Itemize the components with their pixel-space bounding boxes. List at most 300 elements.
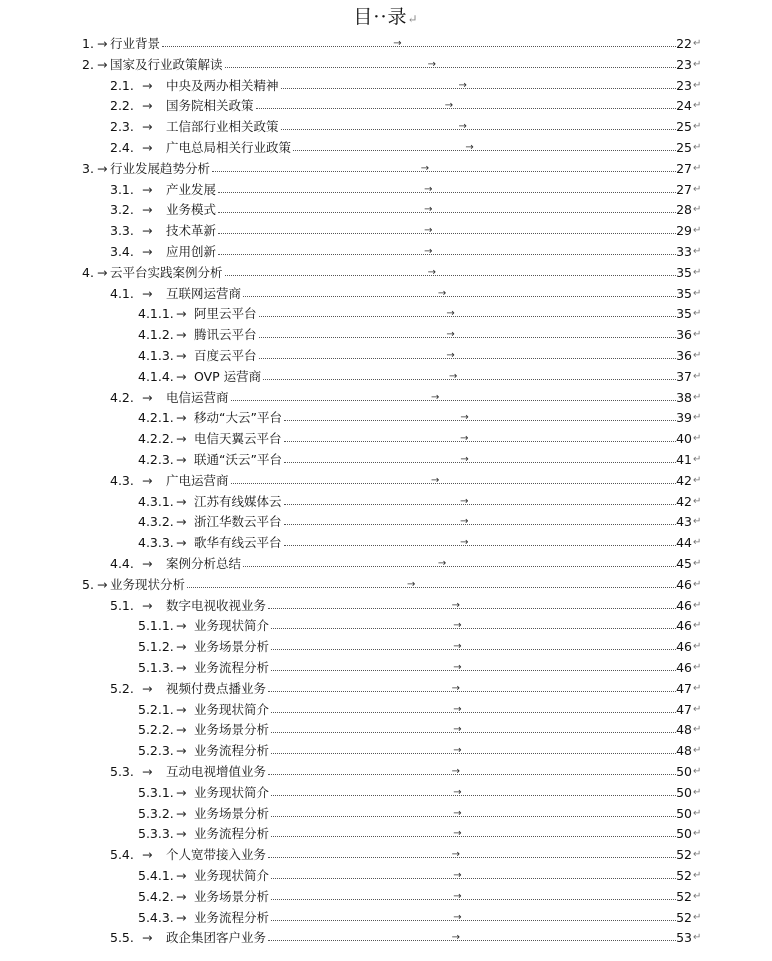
dot-leader xyxy=(259,358,676,359)
tab-mark-icon: → xyxy=(451,766,460,777)
toc-entry[interactable] xyxy=(0,242,702,262)
toc-entry-page: 27 xyxy=(676,160,692,176)
toc-entry[interactable] xyxy=(0,76,702,96)
toc-entry[interactable] xyxy=(0,533,702,553)
toc-entry-page: 42 xyxy=(676,493,692,509)
dot-leader xyxy=(187,587,676,588)
paragraph-mark-icon: ↵ xyxy=(693,162,702,174)
toc-entry[interactable] xyxy=(0,887,702,907)
dot-leader xyxy=(218,254,676,255)
toc-entry-number: 4.3.3. xyxy=(138,535,174,551)
toc-entry-title: 阿里云平台 xyxy=(194,306,257,322)
toc-entry-number: 2.4. xyxy=(110,140,134,155)
toc-entry-page: 50 xyxy=(676,764,692,779)
toc-entry-title: 国家及行业政策解读 xyxy=(110,56,223,72)
tab-mark-icon: → xyxy=(453,807,462,819)
toc-entry-title: 业务现状简介 xyxy=(194,868,270,883)
toc-entry-page: 23 xyxy=(676,77,692,93)
toc-entry[interactable] xyxy=(0,762,702,782)
paragraph-mark-icon: ↵ xyxy=(693,142,702,153)
toc-entry-page: 23 xyxy=(676,56,692,72)
toc-entry-number: 5.4. xyxy=(110,847,134,863)
toc-entry[interactable] xyxy=(0,55,702,75)
tab-arrow-icon: → xyxy=(176,493,187,509)
toc-entry-number: 5.3.3. xyxy=(138,826,174,842)
dot-leader xyxy=(271,712,676,713)
toc-entry-page: 38 xyxy=(676,389,692,405)
tab-arrow-icon: → xyxy=(97,264,108,280)
tab-arrow-icon: → xyxy=(176,888,187,904)
paragraph-mark-icon: ↵ xyxy=(407,12,419,26)
toc-entry-page: 35 xyxy=(676,264,692,280)
toc-entry[interactable] xyxy=(0,34,702,54)
tab-arrow-icon: → xyxy=(142,98,153,114)
toc-entry-page: 42 xyxy=(676,472,692,488)
toc-entry-title: 行业发展趋势分析 xyxy=(110,160,211,176)
toc-entry-page: 44 xyxy=(676,535,692,551)
dot-leader xyxy=(271,816,676,817)
paragraph-mark-icon: ↵ xyxy=(693,58,702,70)
toc-entry-title: OVP 运营商 xyxy=(194,368,262,384)
toc-entry[interactable] xyxy=(0,928,702,948)
toc-entry-number: 4.3.1. xyxy=(138,493,174,509)
toc-entry[interactable] xyxy=(0,471,702,491)
tab-mark-icon: → xyxy=(420,162,430,174)
paragraph-mark-icon: ↵ xyxy=(693,183,702,195)
toc-entry-page: 46 xyxy=(676,660,692,675)
toc-entry[interactable] xyxy=(0,429,702,449)
tab-arrow-icon: → xyxy=(176,368,187,384)
toc-entry-page: 50 xyxy=(676,784,692,800)
toc-entry-title: 国务院相关政策 xyxy=(166,98,254,114)
toc-entry-title: 应用创新 xyxy=(166,244,217,259)
tab-mark-icon: → xyxy=(430,391,440,403)
toc-entry-title: 业务流程分析 xyxy=(194,660,270,675)
paragraph-mark-icon: ↵ xyxy=(693,433,702,445)
toc-entry-number: 4.2.2. xyxy=(138,431,174,447)
toc-entry[interactable] xyxy=(0,512,702,532)
tab-arrow-icon: → xyxy=(176,535,187,551)
dot-leader xyxy=(218,212,676,213)
dot-leader xyxy=(271,649,676,650)
toc-entry-title: 业务现状简介 xyxy=(194,701,270,717)
paragraph-mark-icon: ↵ xyxy=(693,911,702,923)
tab-arrow-icon: → xyxy=(176,452,187,467)
toc-entry-number: 2.2. xyxy=(110,98,134,114)
toc-entry[interactable] xyxy=(0,159,702,179)
toc-entry[interactable] xyxy=(0,200,702,220)
tab-mark-icon: → xyxy=(458,121,467,133)
tab-mark-icon: → xyxy=(460,454,469,465)
toc-entry-title: 云平台实践案例分析 xyxy=(110,264,223,280)
tab-mark-icon: → xyxy=(460,433,469,445)
toc-entry-title: 浙江华数云平台 xyxy=(194,514,282,530)
dot-leader xyxy=(243,566,676,567)
paragraph-mark-icon: ↵ xyxy=(693,890,702,902)
tab-arrow-icon: → xyxy=(142,77,153,93)
paragraph-mark-icon: ↵ xyxy=(693,225,702,237)
dot-leader xyxy=(268,691,676,692)
toc-entry[interactable] xyxy=(0,866,702,886)
toc-entry-title: 业务现状简介 xyxy=(194,784,270,800)
toc-entry[interactable] xyxy=(0,804,702,824)
toc-entry-page: 45 xyxy=(676,556,692,571)
dot-leader xyxy=(284,524,676,525)
toc-entry[interactable] xyxy=(0,450,702,470)
tab-mark-icon: → xyxy=(453,911,462,923)
tab-mark-icon: → xyxy=(458,79,467,91)
paragraph-mark-icon: ↵ xyxy=(693,266,702,278)
paragraph-mark-icon: ↵ xyxy=(693,38,702,49)
toc-entry-title: 业务流程分析 xyxy=(194,909,270,925)
toc-entry-title: 电信运营商 xyxy=(166,389,229,405)
toc-entry-title: 业务场景分析 xyxy=(194,888,270,904)
tab-mark-icon: → xyxy=(453,890,462,902)
tab-arrow-icon: → xyxy=(176,701,187,717)
toc-entry-title: 行业背景 xyxy=(110,36,161,51)
toc-entry-number: 5.5. xyxy=(110,930,134,946)
toc-entry-page: 37 xyxy=(676,368,692,384)
toc-entry-number: 4.1. xyxy=(110,285,134,301)
tab-mark-icon: → xyxy=(451,932,460,944)
tab-arrow-icon: → xyxy=(176,639,187,655)
toc-entry-number: 3.3. xyxy=(110,223,134,239)
tab-arrow-icon: → xyxy=(176,660,187,675)
tab-arrow-icon: → xyxy=(176,514,187,530)
dot-leader xyxy=(293,150,676,151)
toc-entry-page: 28 xyxy=(676,202,692,218)
tab-arrow-icon: → xyxy=(142,389,153,405)
tab-arrow-icon: → xyxy=(142,244,153,259)
toc-entry-number: 3. xyxy=(82,160,94,176)
tab-arrow-icon: → xyxy=(142,472,153,488)
toc-entry-title: 业务流程分析 xyxy=(194,826,270,842)
tab-arrow-icon: → xyxy=(142,119,153,135)
dot-leader xyxy=(231,483,676,484)
toc-entry-number: 4.1.1. xyxy=(138,306,174,322)
toc-entry-number: 4.2. xyxy=(110,389,134,405)
toc-entry-page: 22 xyxy=(676,36,692,51)
toc-entry-number: 5.4.2. xyxy=(138,888,174,904)
dot-leader xyxy=(271,836,676,837)
toc-entry-page: 29 xyxy=(676,223,692,239)
toc-entry-number: 5.2.3. xyxy=(138,743,174,759)
dot-leader xyxy=(284,441,676,442)
toc-entry-number: 5. xyxy=(82,576,94,592)
dot-leader xyxy=(284,420,676,421)
tab-mark-icon: → xyxy=(453,641,462,653)
toc-entry-title: 移动“大云”平台 xyxy=(194,410,282,426)
toc-entry[interactable] xyxy=(0,637,702,657)
toc-entry[interactable] xyxy=(0,908,702,928)
tab-arrow-icon: → xyxy=(176,868,187,883)
tab-arrow-icon: → xyxy=(142,285,153,301)
toc-entry-number: 4.1.3. xyxy=(138,348,174,363)
tab-mark-icon: → xyxy=(451,682,460,694)
paragraph-mark-icon: ↵ xyxy=(693,516,702,528)
tab-mark-icon: → xyxy=(453,662,462,673)
dot-leader xyxy=(284,462,676,463)
toc-entry-page: 46 xyxy=(676,597,692,613)
toc-entry-title: 案例分析总结 xyxy=(166,556,242,571)
toc-entry-title: 江苏有线媒体云 xyxy=(194,493,282,509)
dot-leader xyxy=(268,857,676,858)
paragraph-mark-icon: ↵ xyxy=(693,703,702,715)
toc-entry[interactable] xyxy=(0,346,702,366)
toc-entry-title: 个人宽带接入业务 xyxy=(166,847,267,863)
dot-leader xyxy=(225,67,676,68)
toc-entry-page: 53 xyxy=(676,930,692,946)
toc-entry-page: 47 xyxy=(676,680,692,696)
paragraph-mark-icon: ↵ xyxy=(693,662,702,673)
toc-entry-title: 技术革新 xyxy=(166,223,217,239)
paragraph-mark-icon: ↵ xyxy=(693,308,702,320)
toc-entry-number: 2. xyxy=(82,56,94,72)
tab-mark-icon: → xyxy=(460,537,469,549)
toc-entry-title: 联通“沃云”平台 xyxy=(194,452,282,467)
tab-mark-icon: → xyxy=(446,329,455,341)
tab-mark-icon: → xyxy=(453,786,462,798)
dot-leader xyxy=(271,795,676,796)
paragraph-mark-icon: ↵ xyxy=(693,100,702,112)
tab-arrow-icon: → xyxy=(142,764,153,779)
tab-mark-icon: → xyxy=(451,849,460,861)
toc-entry-number: 4.1.2. xyxy=(138,327,174,343)
toc-entry-number: 5.2.2. xyxy=(138,722,174,738)
toc-entry-number: 5.4.3. xyxy=(138,909,174,925)
toc-entry[interactable] xyxy=(0,284,702,304)
dot-leader xyxy=(281,88,676,89)
dot-leader xyxy=(263,379,676,380)
toc-entry-number: 5.1.3. xyxy=(138,660,174,675)
toc-entry[interactable] xyxy=(0,325,702,345)
tab-mark-icon: → xyxy=(407,578,416,590)
tab-mark-icon: → xyxy=(453,870,462,881)
dot-leader xyxy=(268,940,676,941)
toc-entry-page: 43 xyxy=(676,514,692,530)
dot-leader xyxy=(212,171,676,172)
paragraph-mark-icon: ↵ xyxy=(693,932,702,944)
dot-leader xyxy=(231,400,676,401)
tab-mark-icon: → xyxy=(444,100,454,112)
toc-entry[interactable] xyxy=(0,845,702,865)
toc-entry[interactable] xyxy=(0,575,702,595)
dot-leader xyxy=(243,296,676,297)
dot-leader xyxy=(259,316,676,317)
toc-entry-number: 5.2. xyxy=(110,680,134,696)
toc-entry-title: 业务模式 xyxy=(166,202,217,218)
tab-mark-icon: → xyxy=(453,828,462,840)
paragraph-mark-icon: ↵ xyxy=(693,724,702,736)
toc-entry-page: 52 xyxy=(676,888,692,904)
tab-arrow-icon: → xyxy=(142,202,153,218)
paragraph-mark-icon: ↵ xyxy=(693,474,702,486)
toc-entry[interactable] xyxy=(0,492,702,512)
paragraph-mark-icon: ↵ xyxy=(693,495,702,507)
toc-entry-number: 5.3.2. xyxy=(138,805,174,821)
dot-leader xyxy=(271,920,676,921)
toc-entry[interactable] xyxy=(0,700,702,720)
tab-mark-icon: → xyxy=(465,142,474,153)
toc-entry-number: 4.3. xyxy=(110,472,134,488)
tab-mark-icon: → xyxy=(453,745,462,757)
toc-title-text: 目··录 xyxy=(353,6,408,28)
toc-entry-page: 25 xyxy=(676,140,692,155)
toc-entry-page: 46 xyxy=(676,639,692,655)
paragraph-mark-icon: ↵ xyxy=(693,246,702,257)
toc-entry[interactable] xyxy=(0,263,702,283)
toc-entry-page: 33 xyxy=(676,244,692,259)
paragraph-mark-icon: ↵ xyxy=(693,620,702,632)
toc-entry[interactable] xyxy=(0,658,702,678)
dot-leader xyxy=(271,732,676,733)
tab-mark-icon: → xyxy=(448,370,458,382)
tab-arrow-icon: → xyxy=(176,431,187,447)
toc-entry[interactable] xyxy=(0,96,702,116)
tab-arrow-icon: → xyxy=(142,140,153,155)
toc-entry-page: 25 xyxy=(676,119,692,135)
toc-entry-page: 27 xyxy=(676,181,692,197)
paragraph-mark-icon: ↵ xyxy=(693,391,702,403)
toc-entry-number: 5.2.1. xyxy=(138,701,174,717)
toc-entry-number: 3.2. xyxy=(110,202,134,218)
toc-entry-page: 52 xyxy=(676,909,692,925)
toc-entry[interactable] xyxy=(0,741,702,761)
tab-arrow-icon: → xyxy=(142,847,153,863)
toc-entry-number: 2.1. xyxy=(110,77,134,93)
toc-entry-page: 24 xyxy=(676,98,692,114)
tab-arrow-icon: → xyxy=(97,576,108,592)
toc-entry-number: 4.2.3. xyxy=(138,452,174,467)
toc-entry[interactable] xyxy=(0,408,702,428)
toc-entry-page: 50 xyxy=(676,826,692,842)
dot-leader xyxy=(162,46,676,47)
toc-entry-page: 46 xyxy=(676,618,692,634)
dot-leader xyxy=(271,628,676,629)
toc-entry-number: 5.4.1. xyxy=(138,868,174,883)
tab-arrow-icon: → xyxy=(176,306,187,322)
paragraph-mark-icon: ↵ xyxy=(693,79,702,91)
toc-entry-title: 视频付费点播业务 xyxy=(166,680,267,696)
toc-entry[interactable] xyxy=(0,117,702,137)
toc-entry-title: 腾讯云平台 xyxy=(194,327,257,343)
toc-entry-number: 3.1. xyxy=(110,181,134,197)
dot-leader xyxy=(268,608,676,609)
paragraph-mark-icon: ↵ xyxy=(693,121,702,133)
toc-entry[interactable] xyxy=(0,554,702,574)
toc-entry-number: 5.3.1. xyxy=(138,784,174,800)
tab-mark-icon: → xyxy=(430,474,440,486)
toc-entry-number: 4. xyxy=(82,264,94,280)
tab-mark-icon: → xyxy=(424,225,433,237)
toc-entry-number: 2.3. xyxy=(110,119,134,135)
toc-entry-title: 歌华有线云平台 xyxy=(194,535,282,551)
dot-leader xyxy=(268,774,676,775)
toc-entry-page: 52 xyxy=(676,847,692,863)
tab-arrow-icon: → xyxy=(97,56,108,72)
tab-mark-icon: → xyxy=(453,724,462,736)
toc-entry-number: 5.1. xyxy=(110,597,134,613)
toc-entry-page: 48 xyxy=(676,743,692,759)
toc-entry-page: 46 xyxy=(676,576,692,592)
paragraph-mark-icon: ↵ xyxy=(693,329,702,341)
tab-mark-icon: → xyxy=(424,183,433,195)
tab-mark-icon: → xyxy=(451,599,460,611)
paragraph-mark-icon: ↵ xyxy=(693,599,702,611)
paragraph-mark-icon: ↵ xyxy=(693,204,702,216)
toc-entry[interactable] xyxy=(0,679,702,699)
tab-mark-icon: → xyxy=(460,516,469,528)
toc-entry-page: 36 xyxy=(676,327,692,343)
tab-mark-icon: → xyxy=(453,620,462,632)
tab-arrow-icon: → xyxy=(142,680,153,696)
paragraph-mark-icon: ↵ xyxy=(693,849,702,861)
dot-leader xyxy=(271,878,676,879)
tab-arrow-icon: → xyxy=(142,930,153,946)
toc-entry-title: 产业发展 xyxy=(166,181,217,197)
toc-entry[interactable] xyxy=(0,824,702,844)
tab-mark-icon: → xyxy=(460,495,469,507)
toc-entry-title: 业务场景分析 xyxy=(194,722,270,738)
toc-entry[interactable] xyxy=(0,783,702,803)
tab-mark-icon: → xyxy=(446,308,455,320)
dot-leader xyxy=(281,129,676,130)
toc-entry-title: 业务场景分析 xyxy=(194,639,270,655)
tab-arrow-icon: → xyxy=(142,181,153,197)
toc-entry-number: 5.1.2. xyxy=(138,639,174,655)
tab-arrow-icon: → xyxy=(142,597,153,613)
toc-entry[interactable] xyxy=(0,180,702,200)
toc-entry-title: 互动电视增值业务 xyxy=(166,764,267,779)
toc-entry-number: 4.4. xyxy=(110,556,134,571)
paragraph-mark-icon: ↵ xyxy=(693,870,702,881)
toc-title xyxy=(0,2,772,29)
toc-entry[interactable] xyxy=(0,367,702,387)
tab-mark-icon: → xyxy=(427,266,437,278)
paragraph-mark-icon: ↵ xyxy=(693,828,702,840)
toc-entry-title: 数字电视收视业务 xyxy=(166,597,267,613)
dot-leader xyxy=(271,753,676,754)
toc-entry[interactable] xyxy=(0,304,702,324)
tab-arrow-icon: → xyxy=(176,743,187,759)
toc-entry-number: 4.2.1. xyxy=(138,410,174,426)
toc-entry-page: 47 xyxy=(676,701,692,717)
toc-entry[interactable] xyxy=(0,596,702,616)
toc-entry-number: 5.3. xyxy=(110,764,134,779)
tab-arrow-icon: → xyxy=(142,556,153,571)
dot-leader xyxy=(218,192,676,193)
dot-leader xyxy=(271,670,676,671)
dot-leader xyxy=(218,233,676,234)
toc-entry[interactable] xyxy=(0,616,702,636)
toc-entry[interactable] xyxy=(0,720,702,740)
toc-entry-title: 工信部行业相关政策 xyxy=(166,119,279,135)
tab-mark-icon: → xyxy=(453,703,462,715)
toc-entry-title: 业务流程分析 xyxy=(194,743,270,759)
toc-entry-title: 业务现状简介 xyxy=(194,618,270,634)
toc-entry[interactable] xyxy=(0,221,702,241)
tab-arrow-icon: → xyxy=(176,348,187,363)
toc-entry-title: 业务现状分析 xyxy=(110,576,186,592)
toc-entry[interactable] xyxy=(0,138,702,158)
toc-entry[interactable] xyxy=(0,388,702,408)
tab-mark-icon: → xyxy=(424,204,433,216)
tab-mark-icon: → xyxy=(437,287,447,299)
tab-arrow-icon: → xyxy=(176,327,187,343)
tab-arrow-icon: → xyxy=(176,805,187,821)
toc-entry-page: 41 xyxy=(676,452,692,467)
tab-arrow-icon: → xyxy=(97,160,108,176)
